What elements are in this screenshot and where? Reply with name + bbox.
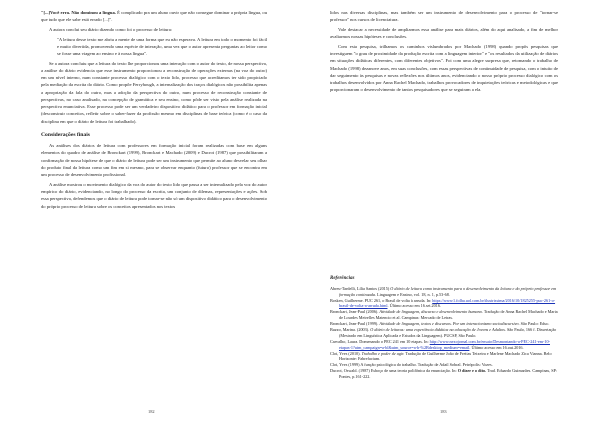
reference-link[interactable]: http://www.nexojornal.com.br/ensaio/Desmontando-a-PEC-241-em-10-etapas-1?utm_campaign=a-bl&utm_source=a-b-%2Bdesktop_medium=email <box>339 338 550 350</box>
reference-item: Clot, Yves (2010). Trabalho e poder de agir. Tradução de Guilherme João de Freitas Teixeira e Marlene Machado Zica Vianna. Belo Horizonte: Fabrefactum. <box>330 350 552 362</box>
paragraph-4: Se a autora concluiu que a leitura do texto lhe proporcionou uma interação com o autor do texto, de nossa perspectiva, a análise do diário evidencia que esse instrumento proporcionou a reconstrução de operações externas (na voz do outro) em um nível interno, num constante processo dialógico com o texto lido, processo que acreditamos ter sido propiciado pela mediação da escrita do diário. Como propõe Ferryhough, a internalização dos traços dialógicos não possibilita apenas a apropriação da fala do outro, mas a adoção da perspectiva do outro, num processo de reconstrução constante de perspectivas, no caso analisado, na concepção de gramática e seu ensino, como pôde ser visto pela análise realizada na perspectiva enunciativa. Esse processo pode ser um verdadeiro dispositivo didático para o professor em formação inicial (desconstruir conceitos, refletir sobre o saber-fazer da profissão mesmo em disciplinas de base teórica (como é o caso da disciplina em que o diário de leitura foi trabalhado). <box>41 60 267 124</box>
reference-item: Buzzo, Marina. (2003). O diário de leituras: uma experiência didática na educação de Jovens e Adultos. São Paulo, 166 f. Dissertação (Mestrado em Linguística Aplicada e Estudos da Linguagem). PUCSP, São Paulo. <box>330 327 557 338</box>
reference-link[interactable]: https://www1.folha.uol.com.br/ilustrissima/2016/10/1825255-puc-261-o-brasil-de-volta-a-arruda.html <box>339 297 556 309</box>
paragraph-r2: Vale destacar a necessidade de ampliarmos essa análise para mais diários, além do aqui analisado, a fim de melhor avaliarmos nossas hipóteses e conclusões. <box>330 26 558 40</box>
reference-item: Ducrot, Oswald. (1987) Esboço de uma teoria polifônica da enunciação. In: O dizer e o dito. Trad. Eduardo Guimarães. Campinas, SP: Pontes, p.161-222. <box>330 368 558 380</box>
section-heading: Considerações finais <box>41 131 90 138</box>
paragraph-5: As análises dos diários de leitura com professores em formação inicial foram realizadas com base em alguns elementos do quadro de análise de Bronckart (1999), Bronckart e Machado (2009) e Ducrot (1987) que possibilitaram a confirmação de nossa hipótese de que o diário de leitura pode ser um instrumento que permite ao aluno desvelar seu olhar do produto final da leitura como um fim em si mesmo, para se observar enquanto (futuro) professor que se encontra em um processo de desenvolvimento profissional. <box>41 143 267 178</box>
right-page <box>300 0 600 424</box>
paragraph-2: A autora conclui seu diário dizendo como foi o processo de leitura: <box>49 26 173 32</box>
reference-item: Abreu-Tardelli, Lília Santos (2015) O diário de leitura como instrumento para o desenvolvimento da leitura e do próprio professor em formação continuada. Linguagem e Ensino, vol. 18, n. 1, p.53-68. <box>330 285 557 297</box>
references-section <box>330 268 558 380</box>
block-quote: "A leitura desse texto me abriu a mente de uma forma que eu não esperava. A leitura em todo o momento foi fácil e muito divertida, promovendo uma espécie de interação, uma vez que o autor apresenta perguntas ao leitor como se fosse uma viagem ao ensino e à nossa língua". <box>57 36 267 57</box>
reference-item: Bronckart, Jean-Paul (1999). Atividade de linguagem, textos e discursos. Por um interacionismo sociodiscursivo. São Paulo: Educ. <box>330 321 550 327</box>
paragraph-1-text: É complicado pra um aluno ouvir que não consegue dominar a própria língua, ou que tudo que ele sabe está errado [...]". <box>41 10 267 23</box>
paragraph-r1: lidos nas diversas disciplinas, mas também ser um instrumento de desenvolvimento para o processo de "tornar-se professor" nos cursos de licenciatura. <box>330 10 558 23</box>
reference-item: Clot, Yves (1999) A função psicológica do trabalho. Tradução de Adail Sobral. Petrópolis: Vozes. <box>330 362 493 368</box>
page-number-left: 182 <box>148 409 155 414</box>
paragraph-r3: Com esta pesquisa, trilhamos os caminhos vislumbrados por Machado (1998) quando propôs pesquisas que investiguem "o grau de proximidade da produção escrita com a linguagem interior" e "os resultados da utilização de diários em situações didáticas diferentes, com diferentes objetivos". Foi com uma alegre surpresa que, retomando o trabalho de Machado (1998) dezanove anos, em suas conclusões, com essas perspectivas de continuidade de pesquisa, com o intuito de dar seguimento às pesquisas e novas reflexões nos últimos anos, evidenciando o nosso próprio processo dialógico com os trabalhos desenvolvidos por Anna Rachel Machado, trabalhos provocadores de inquietações teóricas e metodológicas e que proporcionaram o desenvolvimento de tantos pesquisadores que se seguiram a ela. <box>330 43 558 93</box>
paragraph-1 <box>41 9 267 24</box>
paragraph-1-lead: "[...]Você erra. Não dominou a língua. <box>41 10 116 15</box>
right-text-column <box>330 9 558 96</box>
reference-item: Bronckart, Jean-Paul (2006). Atividade de linguagem, discurso e desenvolvimento humano. Tradução de Anna Rachel Machado e Maria de Lourdes Meirelles Matencio et al. Campinas: Mercado de Letras. <box>330 309 558 321</box>
page-number-right: 183 <box>440 409 447 414</box>
paragraph-6: A análise mostrou o movimento dialógico da voz do autor do texto lido que passa a ser internalizado pela voz do autor empírico do diário, evidenciando, no longo do processo da escrita, um conjunto de dilemas, representações e ações. Sob essa perspectiva, defendemos que o diário de leitura pode tornar-se não só um dispositivo didático para o desenvolvimento do próprio processo de leitura sobre os conceitos apresentados nos textos <box>41 181 267 209</box>
references-heading: Referências <box>330 276 355 281</box>
left-text-column <box>41 9 267 212</box>
reference-item: Bosken, Guilherme. PUC 261, o Brasil de volta à arruda. In: https://www1.folha.uol.com.br/ilustrissima/2016/10/1825255-puc-261-o-brasil-de-volta-a-arruda.html. Último acesso em 16.set.2016. <box>330 297 556 309</box>
reference-item: Carvalho, Laura. Domenando o PEC 241 em 10 etapas. In: http://www.nexojornal.com.br/ensaio/Desmontando-a-PEC-241-em-10-etapas-1?utm_campaign=a-bl&utm_source=a-b-%2Bdesktop_medium=email. Último acesso em 16.out.2016. <box>330 338 550 350</box>
